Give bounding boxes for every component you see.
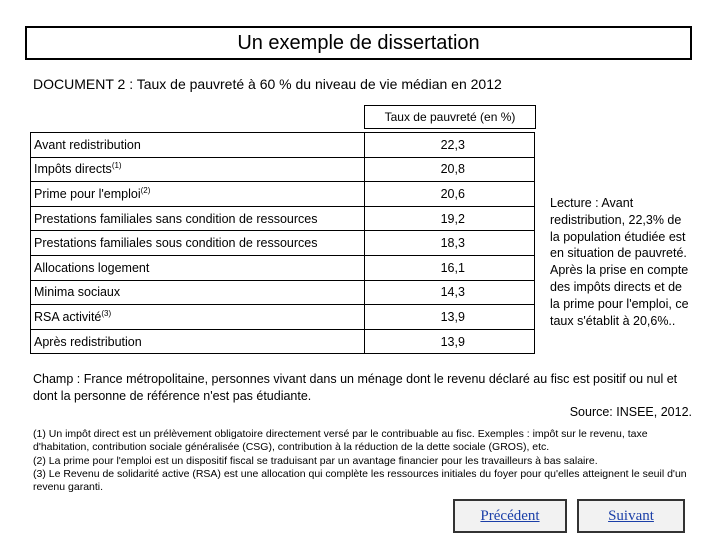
row-value: 13,9 [364,305,534,330]
row-label-cell [31,305,365,330]
footnotes [33,428,688,494]
row-value: 16,1 [364,255,534,280]
reading-note: Lecture : Avant redistribution, 22,3% de la population étudiée est en situation de pauvreté. Après la prise en compte des impôts directs et de la prime pour l'emploi, ce taux s'établit à 20,6%.. [550,196,689,328]
row-label-cell [31,329,365,354]
table-row [31,305,535,330]
row-value: 20,8 [364,157,534,182]
footnote-2: (2) La prime pour l'emploi est un dispositif fiscal se traduisant par un avantage financier pour les travailleurs à bas salaire. [33,454,598,467]
table-row [31,280,535,305]
footnote-marker: (3) [101,308,112,318]
table-row [31,157,535,182]
scope-text: Champ : France métropolitaine, personnes vivant dans un ménage dont le revenu déclaré au fisc est positif ou nul et dont la personne de référence n'est pas étudiante. [33,372,678,403]
row-value: 18,3 [364,231,534,256]
row-label-cell [31,206,365,231]
footnote-marker: (1) [111,161,122,171]
row-value: 20,6 [364,182,534,207]
row-label: Prestations familiales sans condition de ressources [34,211,318,226]
footnote-marker: (2) [140,185,151,195]
row-label-cell [31,280,365,305]
row-label-cell [31,231,365,256]
document-heading: DOCUMENT 2 : Taux de pauvreté à 60 % du niveau de vie médian en 2012 [33,76,502,92]
row-label: Prestations familiales sous condition de ressources [34,236,318,251]
next-button[interactable]: Suivant [577,499,685,533]
table-column-header: Taux de pauvreté (en %) [364,105,536,129]
row-label-cell [31,133,365,158]
row-label: Allocations logement [34,260,150,275]
footnote-1: (1) Un impôt direct est un prélèvement obligatoire directement versé par le contribuable au fisc. Exemples : impôt sur le revenu, taxe d'habitation, contribution sociale généralisée (CSG), contribution à la réduction de la dette sociale (GROS), etc. [33,428,648,454]
table-row [31,231,535,256]
table-row [31,206,535,231]
row-label: Après redistribution [34,334,142,349]
source-text: Source: INSEE, 2012. [569,405,692,419]
row-label: Avant redistribution [34,137,141,152]
table-row [31,182,535,207]
row-value: 13,9 [364,329,534,354]
row-label: Impôts directs [34,162,112,177]
poverty-rate-table [30,132,535,354]
row-label: RSA activité [34,309,102,324]
row-label: Prime pour l'emploi [34,186,141,201]
row-value: 22,3 [364,133,534,158]
row-label-cell [31,157,365,182]
row-value: 14,3 [364,280,534,305]
slide-title: Un exemple de dissertation [25,26,692,60]
row-label: Minima sociaux [34,285,121,300]
table-row [31,133,535,158]
row-value: 19,2 [364,206,534,231]
table-row [31,255,535,280]
table-row [31,329,535,354]
row-label-cell [31,255,365,280]
row-label-cell [31,182,365,207]
previous-button[interactable]: Précédent [453,499,567,533]
footnote-3: (3) Le Revenu de solidarité active (RSA) est une allocation qui complète les ressources initiales du foyer pour qu'elles atteignent le seuil d'un revenu garanti. [33,467,687,494]
